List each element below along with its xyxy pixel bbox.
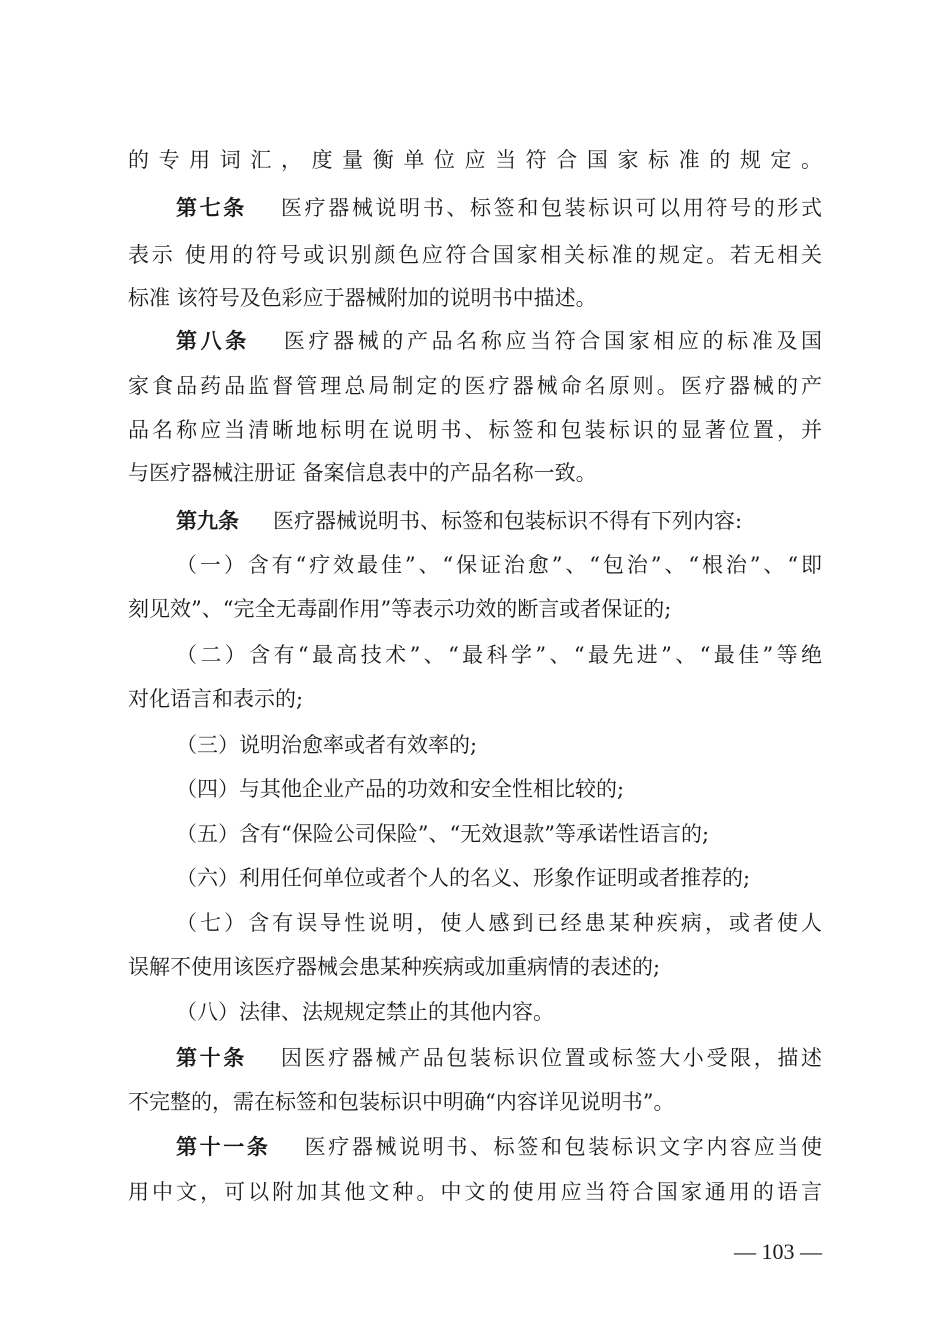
line-text: 表示 使用的符号或识别颜色应符合国家相关标准的规定。若无相关 (128, 243, 822, 267)
article-number: 第十条 (176, 1046, 247, 1070)
list-item-line (176, 998, 822, 1026)
list-item-line (176, 641, 822, 669)
text-line (128, 284, 822, 312)
list-item-line (176, 909, 822, 937)
line-text: 对化语言和表示的; (128, 687, 304, 711)
text-line (128, 595, 822, 623)
text-line (128, 459, 822, 487)
list-item-line (176, 731, 822, 759)
line-text: 医疗器械说明书、标签和包装标识不得有下列内容: (273, 509, 743, 533)
line-text: （一）含有“疗效最佳”、“保证治愈”、“包治”、“根治”、“即 (176, 553, 822, 577)
line-text: 家食品药品监督管理总局制定的医疗器械命名原则。医疗器械的产 (128, 374, 822, 398)
text-line (128, 953, 822, 981)
line-text: 医疗器械说明书、标签和包装标识文字内容应当使 (304, 1135, 822, 1159)
line-text: 因医疗器械产品包装标识位置或标签大小受限，描述 (280, 1046, 822, 1070)
list-item-line (176, 864, 822, 892)
list-item-line (176, 820, 822, 848)
line-text: 品名称应当清晰地标明在说明书、标签和包装标识的显著位置，并 (128, 418, 822, 442)
article-number: 第九条 (176, 509, 239, 533)
article-number: 第十一条 (176, 1135, 271, 1159)
text-line (128, 372, 822, 400)
text-line (128, 685, 822, 713)
article-heading-line (176, 327, 822, 355)
line-text: 不完整的，需在标签和包装标识中明确“内容详见说明书”。 (128, 1090, 675, 1114)
text-line (128, 416, 822, 444)
line-text: 刻见效”、“完全无毒副作用”等表示功效的断言或者保证的; (128, 597, 672, 621)
line-text: 与医疗器械注册证 备案信息表中的产品名称一致。 (128, 461, 597, 485)
article-heading-line (176, 507, 822, 535)
line-text: （六）利用任何单位或者个人的名义、形象作证明或者推荐的; (176, 866, 751, 890)
article-number: 第八条 (176, 329, 250, 353)
text-line (128, 146, 822, 174)
line-text: 误解不使用该医疗器械会患某种疾病或加重病情的表述的; (128, 955, 661, 979)
line-text: （五）含有“保险公司保险”、“无效退款”等承诺性语言的; (176, 822, 710, 846)
text-line (128, 1088, 822, 1116)
text-line (128, 241, 822, 269)
line-text: 标准 该符号及色彩应于器械附加的说明书中描述。 (128, 286, 597, 310)
list-item-line (176, 775, 822, 803)
article-heading-line (176, 1044, 822, 1072)
text-line (128, 1178, 822, 1206)
line-text: 的专用词汇，度量衡单位应当符合国家标准的规定。 (128, 148, 822, 172)
line-text: （八）法律、法规规定禁止的其他内容。 (176, 1000, 554, 1024)
list-item-line (176, 551, 822, 579)
line-text: 医疗器械说明书、标签和包装标识可以用符号的形式 (280, 196, 822, 220)
article-heading-line (176, 1133, 822, 1161)
line-text: （四）与其他企业产品的功效和安全性相比较的; (176, 777, 625, 801)
line-text: 医疗器械的产品名称应当符合国家相应的标准及国 (283, 329, 822, 353)
page-number: — 103 — (734, 1239, 822, 1264)
line-text: （三）说明治愈率或者有效率的; (176, 733, 478, 757)
article-number: 第七条 (176, 196, 247, 220)
line-text: 用中文，可以附加其他文种。中文的使用应当符合国家通用的语言 (128, 1180, 822, 1204)
line-text: （二）含有“最高技术”、“最科学”、“最先进”、“最佳”等绝 (176, 643, 822, 667)
article-heading-line (176, 194, 822, 222)
line-text: （七）含有误导性说明，使人感到已经患某种疾病，或者使人 (176, 911, 822, 935)
